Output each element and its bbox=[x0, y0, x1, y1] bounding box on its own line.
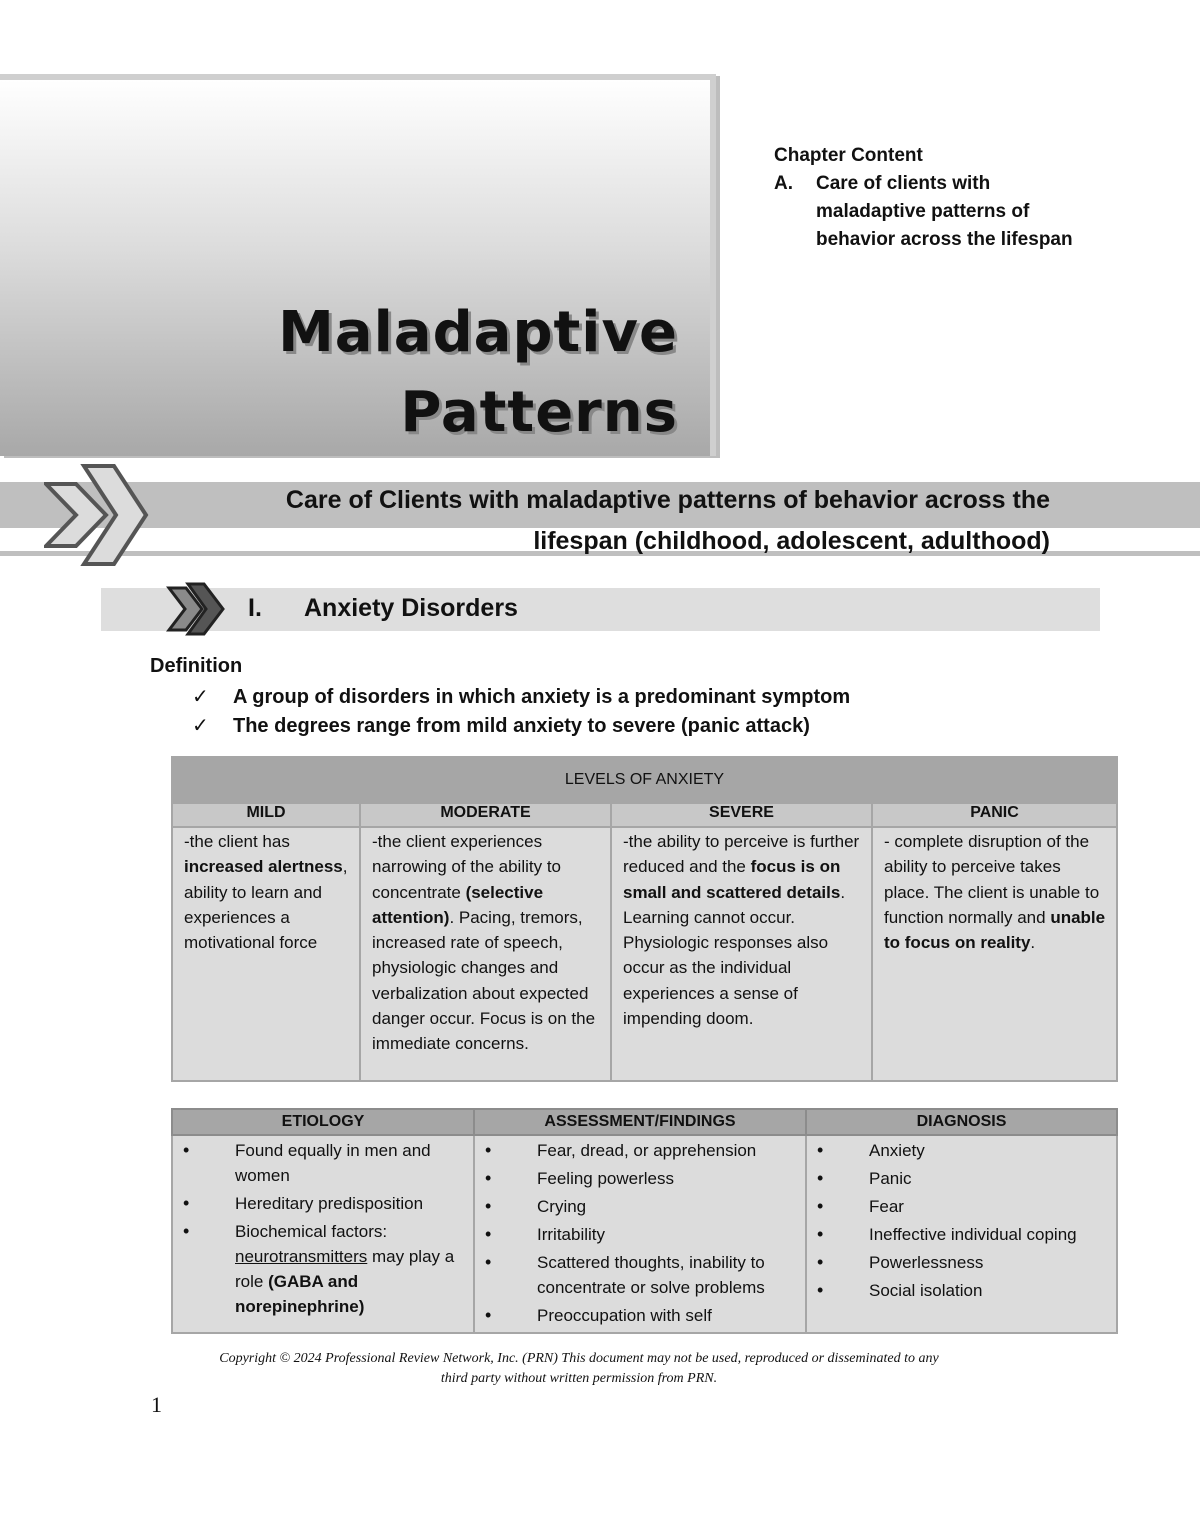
section-chevron-icon bbox=[166, 580, 228, 638]
assessment-item: Fear, dread, or apprehension bbox=[537, 1141, 757, 1160]
bullet-icon: • bbox=[817, 1196, 824, 1216]
cell-emphasis: focus is on small and scattered details bbox=[623, 857, 841, 902]
diagnosis-item: Social isolation bbox=[869, 1281, 983, 1300]
bullet-icon: • bbox=[485, 1224, 492, 1244]
chapter-content-item bbox=[774, 170, 1074, 254]
etiology-assessment-diagnosis-table bbox=[171, 1108, 1118, 1334]
etiology-item: Found equally in men and women bbox=[235, 1141, 431, 1185]
assessment-item: Crying bbox=[537, 1197, 587, 1216]
cell-text: -the client has bbox=[184, 832, 290, 851]
assessment-item: Preoccupation with self bbox=[537, 1306, 712, 1325]
banner-heading bbox=[150, 480, 1050, 562]
bullet-icon: • bbox=[485, 1252, 492, 1272]
item-text: may play a role bbox=[235, 1247, 455, 1291]
list-item bbox=[817, 1194, 1110, 1219]
bullet-icon: • bbox=[183, 1193, 190, 1213]
list-item bbox=[817, 1250, 1110, 1275]
copyright-line-1: Copyright © 2024 Professional Review Network, Inc. (PRN) This document may not be used, reproduced or disseminated to any bbox=[219, 1351, 939, 1366]
cell-text: . bbox=[1030, 933, 1036, 953]
table-caption: LEVELS OF ANXIETY bbox=[172, 757, 1117, 803]
cell-text: - complete disruption of the ability to perceive takes place. The client is unable to function normally and bbox=[884, 832, 1100, 927]
list-item bbox=[485, 1303, 799, 1328]
column-header: MODERATE bbox=[360, 803, 611, 827]
panic-cell bbox=[872, 827, 1117, 1081]
bullet-icon: • bbox=[485, 1140, 492, 1160]
column-header: DIAGNOSIS bbox=[806, 1109, 1117, 1135]
list-item bbox=[485, 1222, 799, 1247]
bullet-icon: • bbox=[817, 1252, 824, 1272]
moderate-cell bbox=[360, 827, 611, 1081]
column-header: MILD bbox=[172, 803, 360, 827]
banner-line-1: Care of Clients with maladaptive patterns of behavior across the bbox=[285, 486, 1050, 514]
definition-item: A group of disorders in which anxiety is a predominant symptom bbox=[233, 686, 851, 708]
assessment-item: Feeling powerless bbox=[537, 1169, 675, 1188]
section-number: I. bbox=[248, 594, 262, 622]
column-header: ASSESSMENT/FINDINGS bbox=[474, 1109, 806, 1135]
column-header: ETIOLOGY bbox=[172, 1109, 474, 1135]
bullet-icon: • bbox=[485, 1305, 492, 1325]
bullet-icon: • bbox=[817, 1280, 824, 1300]
severe-cell bbox=[611, 827, 872, 1081]
title-line-2: Patterns bbox=[400, 380, 678, 445]
page-number: 1 bbox=[151, 1392, 162, 1417]
cell-text: . Pacing, tremors, increased rate of speech, physiologic changes and verbalization about expected danger occur. Focus is on the immediate concerns. bbox=[372, 907, 596, 1054]
cell-emphasis: unable to focus on reality bbox=[884, 907, 1106, 953]
column-header: SEVERE bbox=[611, 803, 872, 827]
assessment-item: Irritability bbox=[537, 1225, 606, 1244]
cell-text: . Learning cannot occur. Physiologic responses also occur as the individual experiences a sense of impending doom. bbox=[623, 882, 846, 1029]
list-item bbox=[485, 1138, 799, 1163]
double-chevron-icon bbox=[44, 462, 154, 568]
cell-text: -the client experiences narrowing of the ability to concentrate bbox=[372, 832, 561, 902]
diagnosis-item: Powerlessness bbox=[869, 1253, 984, 1272]
list-item bbox=[485, 1194, 799, 1219]
item-letter: A. bbox=[774, 173, 793, 194]
title-box bbox=[0, 74, 716, 456]
item-underlined: neurotransmitters bbox=[235, 1247, 368, 1266]
cell-emphasis: (selective attention) bbox=[372, 882, 544, 927]
item-text: Biochemical factors: bbox=[235, 1222, 388, 1241]
list-item bbox=[817, 1166, 1110, 1191]
section-title: Anxiety Disorders bbox=[304, 594, 518, 622]
list-item bbox=[192, 712, 850, 741]
cell-text: , ability to learn and experiences a motivational force bbox=[184, 857, 348, 953]
etiology-item bbox=[235, 1219, 467, 1319]
bullet-icon: • bbox=[183, 1140, 190, 1160]
diagnosis-item: Fear bbox=[869, 1197, 904, 1216]
cell-text: -the ability to perceive is further reduced and the bbox=[623, 832, 860, 877]
title-line-1: Maladaptive bbox=[278, 300, 678, 365]
definition-item: The degrees range from mild anxiety to severe (panic attack) bbox=[233, 715, 810, 737]
item-text: Care of clients with maladaptive patterns of behavior across the lifespan bbox=[816, 173, 1073, 250]
list-item bbox=[485, 1250, 799, 1300]
column-header: PANIC bbox=[872, 803, 1117, 827]
etiology-cell bbox=[172, 1135, 474, 1333]
bullet-icon: • bbox=[817, 1140, 824, 1160]
etiology-item: Hereditary predisposition bbox=[235, 1194, 424, 1213]
diagnosis-item: Ineffective individual coping bbox=[869, 1225, 1077, 1244]
diagnosis-item: Anxiety bbox=[869, 1141, 925, 1160]
assessment-cell bbox=[474, 1135, 806, 1333]
definition-list bbox=[192, 683, 850, 741]
copyright-line-2: third party without written permission from PRN. bbox=[440, 1371, 718, 1386]
bullet-icon: • bbox=[183, 1221, 190, 1241]
list-item bbox=[485, 1166, 799, 1191]
chapter-content-heading: Chapter Content bbox=[774, 145, 923, 166]
checkmark-icon: ✓ bbox=[192, 715, 209, 737]
bullet-icon: • bbox=[485, 1168, 492, 1188]
list-item bbox=[192, 683, 850, 712]
list-item bbox=[183, 1138, 467, 1188]
cell-emphasis: increased alertness bbox=[184, 857, 343, 877]
checkmark-icon: ✓ bbox=[192, 686, 209, 708]
diagnosis-item: Panic bbox=[869, 1169, 912, 1188]
copyright-notice bbox=[140, 1349, 1018, 1389]
list-item bbox=[817, 1278, 1110, 1303]
list-item bbox=[817, 1138, 1110, 1163]
bullet-icon: • bbox=[817, 1224, 824, 1244]
list-item bbox=[183, 1219, 467, 1319]
banner-line-2: lifespan (childhood, adolescent, adulthood) bbox=[533, 527, 1050, 555]
item-emphasis: (GABA and norepinephrine) bbox=[235, 1272, 365, 1316]
bullet-icon: • bbox=[817, 1168, 824, 1188]
section-heading bbox=[248, 594, 518, 623]
chapter-content bbox=[774, 142, 1074, 254]
list-item bbox=[817, 1222, 1110, 1247]
assessment-item: Scattered thoughts, inability to concentrate or solve problems bbox=[537, 1253, 765, 1297]
definition-heading: Definition bbox=[150, 655, 243, 677]
levels-of-anxiety-table bbox=[171, 756, 1118, 1082]
list-item bbox=[183, 1191, 467, 1216]
bullet-icon: • bbox=[485, 1196, 492, 1216]
diagnosis-cell bbox=[806, 1135, 1117, 1333]
mild-cell bbox=[172, 827, 360, 1081]
